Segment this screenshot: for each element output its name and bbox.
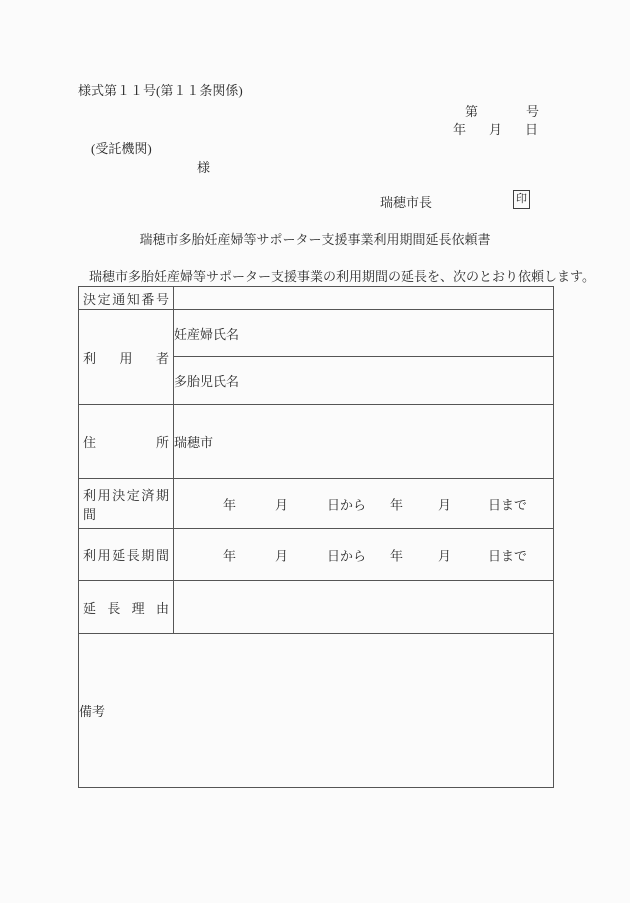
period-day-to: 日まで [488, 497, 528, 512]
table-row-extension-period [79, 529, 554, 581]
mother-name-label: 妊産婦氏名 [174, 326, 240, 342]
mother-name-cell [174, 310, 554, 357]
period-year-from: 年 [223, 497, 237, 512]
multiple-children-label: 多胎児氏名 [174, 374, 240, 389]
period-day-to: 日まで [488, 548, 528, 563]
document-number-line [465, 101, 539, 120]
period-year-to: 年 [390, 497, 404, 512]
period-day-from: 日から [327, 497, 367, 512]
extension-reason-label: 延長理由 [83, 600, 169, 616]
period-month-from: 月 [275, 548, 289, 563]
decided-period-value-cell [174, 479, 554, 529]
table-row-address [79, 405, 554, 479]
doc-no-suffix: 号 [525, 104, 539, 119]
period-year-from: 年 [223, 548, 237, 563]
table-row-user-mother [79, 310, 554, 357]
period-month-to: 月 [438, 548, 452, 563]
date-month-label: 月 [488, 122, 502, 137]
extension-period-label: 利用延長期間 [83, 548, 169, 563]
decision-number-value-cell [174, 287, 554, 310]
period-month-from: 月 [275, 497, 289, 512]
date-day-label: 日 [524, 122, 538, 137]
form-number: 様式第１１号(第１１条関係) [78, 83, 243, 98]
doc-no-prefix: 第 [465, 104, 479, 119]
issue-date-line [453, 119, 538, 138]
document-title: 瑞穂市多胎妊産婦等サポーター支援事業利用期間延長依頼書 [139, 232, 491, 247]
table-row-decided-period [79, 479, 554, 529]
decision-number-label: 決定通知番号 [83, 291, 169, 307]
multiple-children-cell [174, 357, 554, 405]
application-table [78, 286, 554, 788]
intro-sentence: 瑞穂市多胎妊産婦等サポーター支援事業の利用期間の延長を、次のとおり依頼します。 [89, 269, 595, 284]
address-value-cell [174, 405, 554, 479]
period-year-to: 年 [390, 548, 404, 563]
recipient-org-label: (受託機関) [91, 141, 152, 156]
remarks-cell [79, 634, 554, 788]
decided-period-label: 利用決定済期間 [83, 487, 169, 522]
extension-reason-value-cell [174, 581, 554, 634]
seal-mark: 印 [513, 190, 530, 209]
period-day-from: 日から [327, 548, 367, 563]
table-row-decision-number [79, 287, 554, 310]
address-label: 住所 [83, 435, 169, 450]
address-value: 瑞穂市 [174, 435, 214, 450]
table-row-remarks [79, 634, 554, 788]
recipient-honorific: 様 [197, 160, 211, 175]
mayor-label: 瑞穂市長 [380, 195, 433, 210]
extension-period-value-cell [174, 529, 554, 581]
period-month-to: 月 [438, 497, 452, 512]
table-row-extension-reason [79, 581, 554, 634]
remarks-label: 備考 [79, 704, 106, 719]
date-year-label: 年 [453, 122, 467, 137]
user-label: 利用者 [83, 350, 169, 366]
